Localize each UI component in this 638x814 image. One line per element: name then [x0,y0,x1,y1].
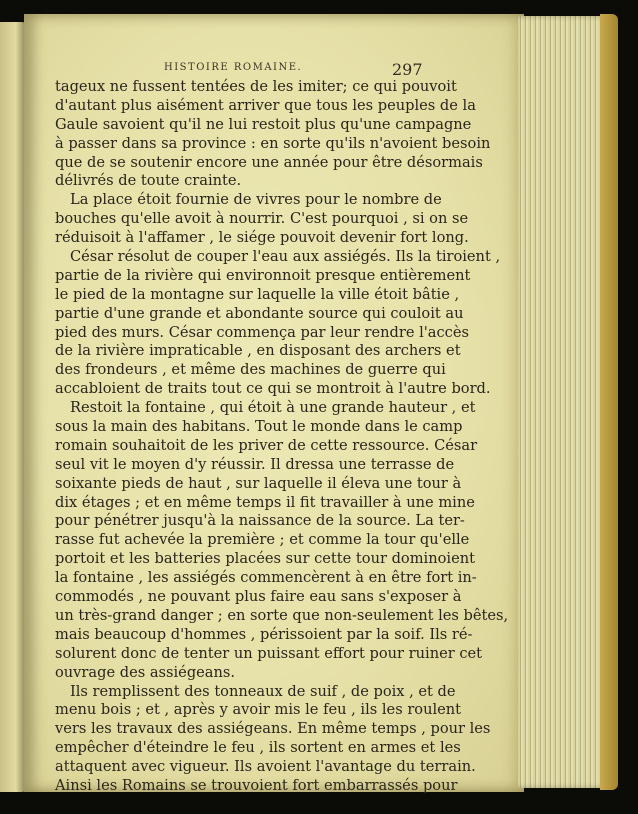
text-line: accabloient de traits tout ce qui se montroit à l'autre bord. [55,380,491,398]
text-line: partie d'une grande et abondante source qui couloit au [55,304,464,322]
text-line: sous la main des habitans. Tout le monde dans le camp [55,418,463,436]
text-line: romain souhaitoit de les priver de cette ressource. César [55,436,478,454]
text-line: commodés , ne pouvant plus faire eau sans s'exposer à [55,588,462,606]
text-line: à passer dans sa province : en sorte qu'ils n'avoient besoin [55,134,491,152]
text-line: mais beaucoup d'hommes , périssoient par la soif. Ils ré- [55,625,473,643]
text-line: pour pénétrer jusqu'à la naissance de la source. La ter- [55,512,465,530]
text-line: menu bois ; et , après y avoir mis le feu , ils les roulent [55,701,462,719]
body-text [55,78,509,796]
text-line: Gaule savoient qu'il ne lui restoit plus qu'une campagne [55,115,472,133]
text-line: César résolut de couper l'eau aux assiégés. Ils la tiroient , [70,248,501,266]
text-line: la fontaine , les assiégés commencèrent à en être fort in- [55,569,477,587]
text-line: La place étoit fournie de vivres pour le nombre de [70,191,442,209]
text-line: pied des murs. César commença par leur rendre l'accès [55,323,469,341]
paragraph [55,191,469,248]
text-line: d'autant plus aisément arriver que tous les peuples de la [55,96,476,114]
text-line: seul vit le moyen d'y réussir. Il dressa une terrasse de [55,455,455,473]
text-line: soixante pieds de haut , sur laquelle il éleva une tour à [55,474,462,492]
text-line: rasse fut achevée la première ; et comme la tour qu'elle [55,531,470,549]
running-header: HISTOIRE ROMAINE. [164,62,303,73]
text-line: Ils remplissent des tonneaux de suif , de poix , et de [70,682,456,700]
page-number: 297 [392,60,423,79]
text-line: que de se soutenir encore une année pour être désormais [55,153,483,171]
text-line: solurent donc de tenter un puissant effort pour ruiner cet [55,644,483,662]
text-line: des frondeurs , et même des machines de guerre qui [55,361,446,379]
text-line: portoit et les batteries placées sur cette tour dominoient [55,550,475,568]
paragraph [55,399,509,682]
text-line: ouvrage des assiégeans. [55,663,236,681]
paragraph [55,248,501,399]
text-line: un très-grand danger ; en sorte que non-seulement les bêtes, [55,606,509,624]
text-line: empêcher d'éteindre le feu , ils sortent en armes et les [55,739,461,757]
text-line: délivrés de toute crainte. [55,172,242,190]
text-line: vers les travaux des assiégeans. En même temps , pour les [55,720,491,738]
text-line: partie de la rivière qui environnoit presque entièrement [55,266,471,284]
text-line: Ainsi les Romains se trouvoient fort embarrassés pour [55,776,458,794]
text-line: attaquent avec vigueur. Ils avoient l'avantage du terrain. [55,758,476,776]
text-line: tageux ne fussent tentées de les imiter; ce qui pouvoit [55,78,457,95]
text-line: réduisoit à l'affamer , le siége pouvoit devenir fort long. [55,229,469,247]
facing-page-edge [0,22,26,792]
paragraph [55,682,491,796]
text-line: dix étages ; et en même temps il fit travailler à une mine [55,493,475,511]
text-line: le pied de la montagne sur laquelle la ville étoit bâtie , [55,285,460,303]
book-cover-edge [600,14,618,790]
text-line: bouches qu'elle avoit à nourrir. C'est pourquoi , si on se [55,210,469,228]
text-line: de la rivière impraticable , en disposant des archers et [55,342,461,360]
text-line: Restoit la fontaine , qui étoit à une grande hauteur , et [70,399,476,417]
paragraph [55,78,491,191]
